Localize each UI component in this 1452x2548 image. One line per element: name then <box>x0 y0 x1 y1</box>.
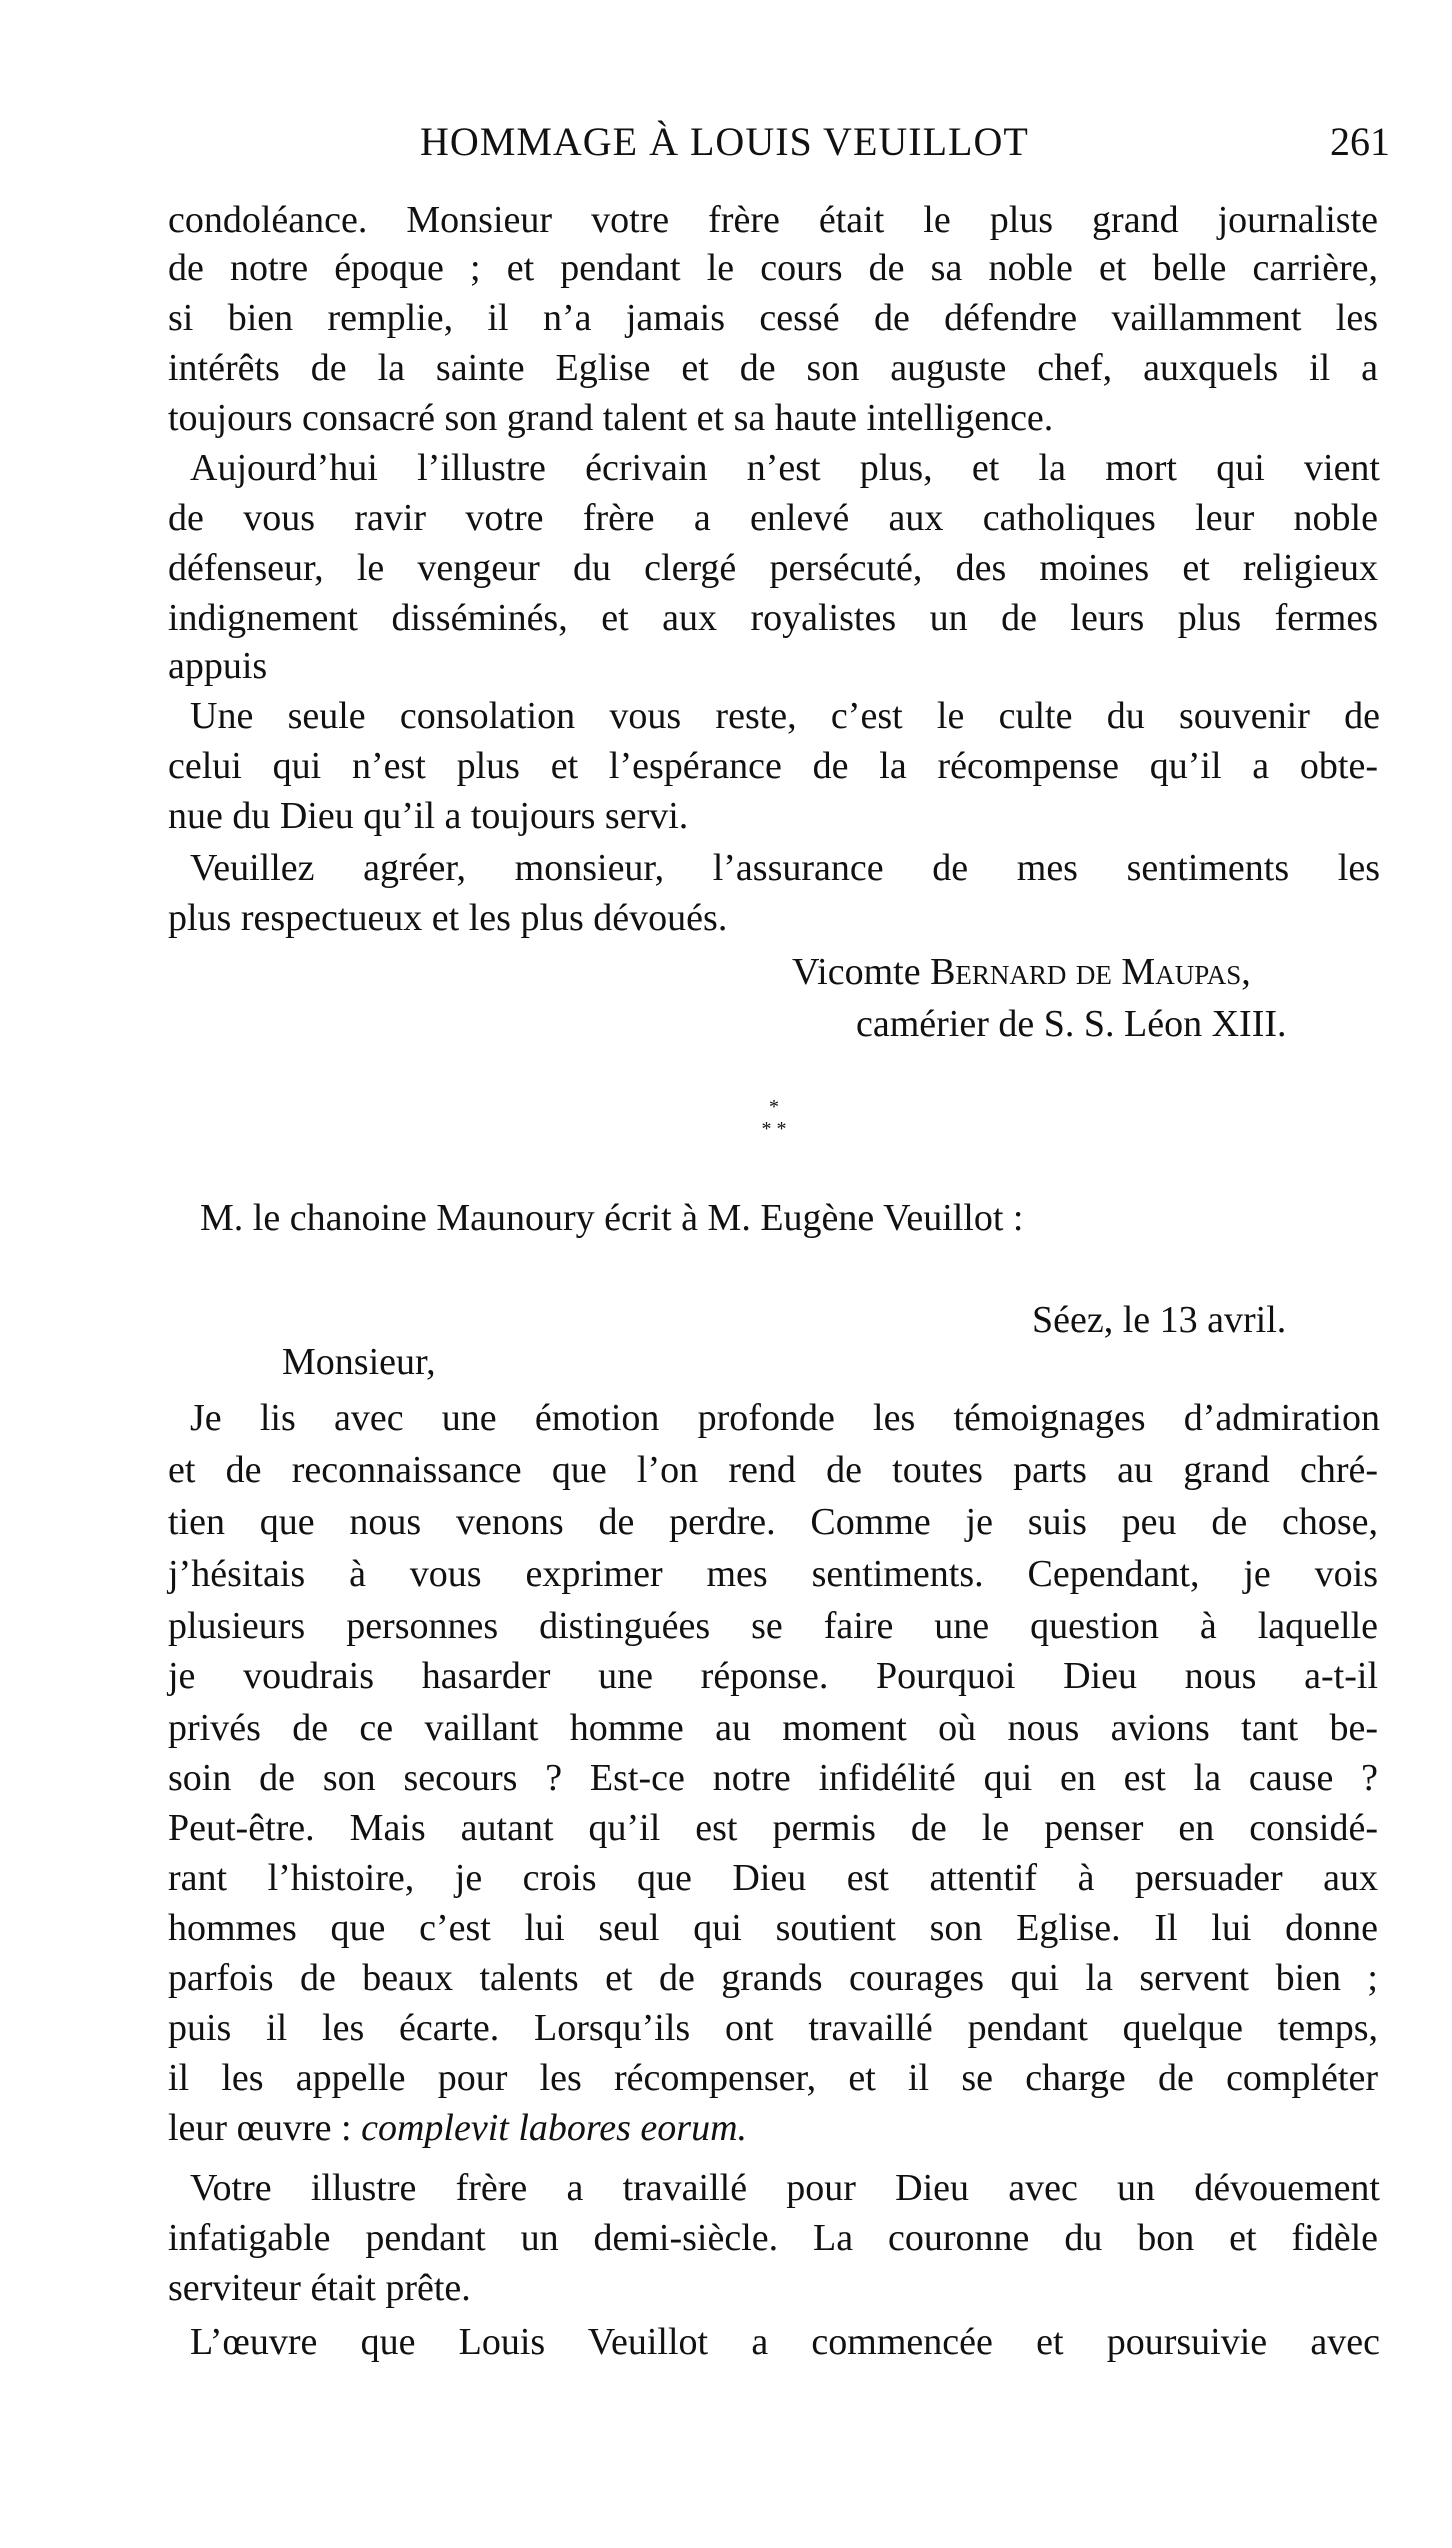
text-line: soin de son secours ? Est-ce notre infidélité qui en est la cause ? <box>168 1757 1378 1799</box>
text-line: puis il les écarte. Lorsqu’ils ont travaillé pendant quelque temps, <box>168 2007 1378 2049</box>
salutation: Monsieur, <box>282 1341 436 1383</box>
text-line: condoléance. Monsieur votre frère était le plus grand journaliste <box>168 199 1378 241</box>
signature-title: Vicomte <box>792 951 921 993</box>
dateline: Séez, le 13 avril. <box>1032 1299 1287 1341</box>
asterism-separator <box>754 1096 794 1140</box>
text-line: si bien remplie, il n’a jamais cessé de défendre vaillamment les <box>168 297 1378 339</box>
text-line: celui qui n’est plus et l’espérance de la récompense qu’il a obte- <box>168 745 1378 787</box>
page-number: 261 <box>1330 119 1390 164</box>
section-intro: M. le chanoine Maunoury écrit à M. Eugène Veuillot : <box>200 1197 1024 1239</box>
signature-line <box>792 950 1251 994</box>
text-line: j’hésitais à vous exprimer mes sentiments. Cependant, je vois <box>168 1553 1378 1595</box>
asterism-top: * <box>769 1096 779 1118</box>
text-line: privés de ce vaillant homme au moment où nous avions tant be- <box>168 1707 1378 1749</box>
text-line: parfois de beaux talents et de grands courages qui la servent bien ; <box>168 1957 1378 1999</box>
text-line: plusieurs personnes distinguées se faire une question à laquelle <box>168 1605 1378 1647</box>
text-line: nue du Dieu qu’il a toujours servi. <box>168 795 689 837</box>
text-line: L’œuvre que Louis Veuillot a commencée et poursuivie avec <box>190 2321 1380 2363</box>
text-line: défenseur, le vengeur du clergé persécuté, des moines et religieux <box>168 547 1378 589</box>
text-line: appuis <box>168 645 268 687</box>
latin-quote: complevit labores eorum. <box>361 2107 748 2149</box>
text-line: Veuillez agréer, monsieur, l’assurance de mes sentiments les <box>190 847 1380 889</box>
text-line: de notre époque ; et pendant le cours de sa noble et belle carrière, <box>168 247 1378 289</box>
text-line: indignement disséminés, et aux royalistes un de leurs plus fermes <box>168 597 1378 639</box>
signature-role: camérier de S. S. Léon XIII. <box>856 1003 1287 1045</box>
signature-name: Bernard de Maupas, <box>930 951 1251 993</box>
text-line: Une seule consolation vous reste, c’est le culte du souvenir de <box>190 695 1380 737</box>
text-line: Votre illustre frère a travaillé pour Dieu avec un dévouement <box>190 2167 1380 2209</box>
text-line: il les appelle pour les récompenser, et il se charge de compléter <box>168 2057 1378 2099</box>
text-line: Peut-être. Mais autant qu’il est permis de le penser en considé- <box>168 1807 1378 1849</box>
text-line: tien que nous venons de perdre. Comme je suis peu de chose, <box>168 1501 1378 1543</box>
text-line: plus respectueux et les plus dévoués. <box>168 897 728 939</box>
text-line: rant l’histoire, je crois que Dieu est attentif à persuader aux <box>168 1857 1378 1899</box>
text-line: Aujourd’hui l’illustre écrivain n’est plus, et la mort qui vient <box>190 447 1380 489</box>
text-line: intérêts de la sainte Eglise et de son auguste chef, auxquels il a <box>168 347 1378 389</box>
text-line: de vous ravir votre frère a enlevé aux catholiques leur noble <box>168 497 1378 539</box>
text-prefix: leur œuvre : <box>168 2107 352 2149</box>
text-line: hommes que c’est lui seul qui soutient son Eglise. Il lui donne <box>168 1907 1378 1949</box>
text-line: Je lis avec une émotion profonde les témoignages d’admiration <box>190 1397 1380 1439</box>
text-line: et de reconnaissance que l’on rend de toutes parts au grand chré- <box>168 1449 1378 1491</box>
running-head: HOMMAGE À LOUIS VEUILLOT <box>420 119 1029 164</box>
text-line: serviteur était prête. <box>168 2267 471 2309</box>
asterism-bottom: * * <box>761 1118 787 1140</box>
text-line-with-latin <box>168 2106 747 2150</box>
text-line: je voudrais hasarder une réponse. Pourquoi Dieu nous a-t-il <box>168 1655 1378 1697</box>
text-line: toujours consacré son grand talent et sa haute intelligence. <box>168 397 1054 439</box>
text-line: infatigable pendant un demi-siècle. La couronne du bon et fidèle <box>168 2217 1378 2259</box>
